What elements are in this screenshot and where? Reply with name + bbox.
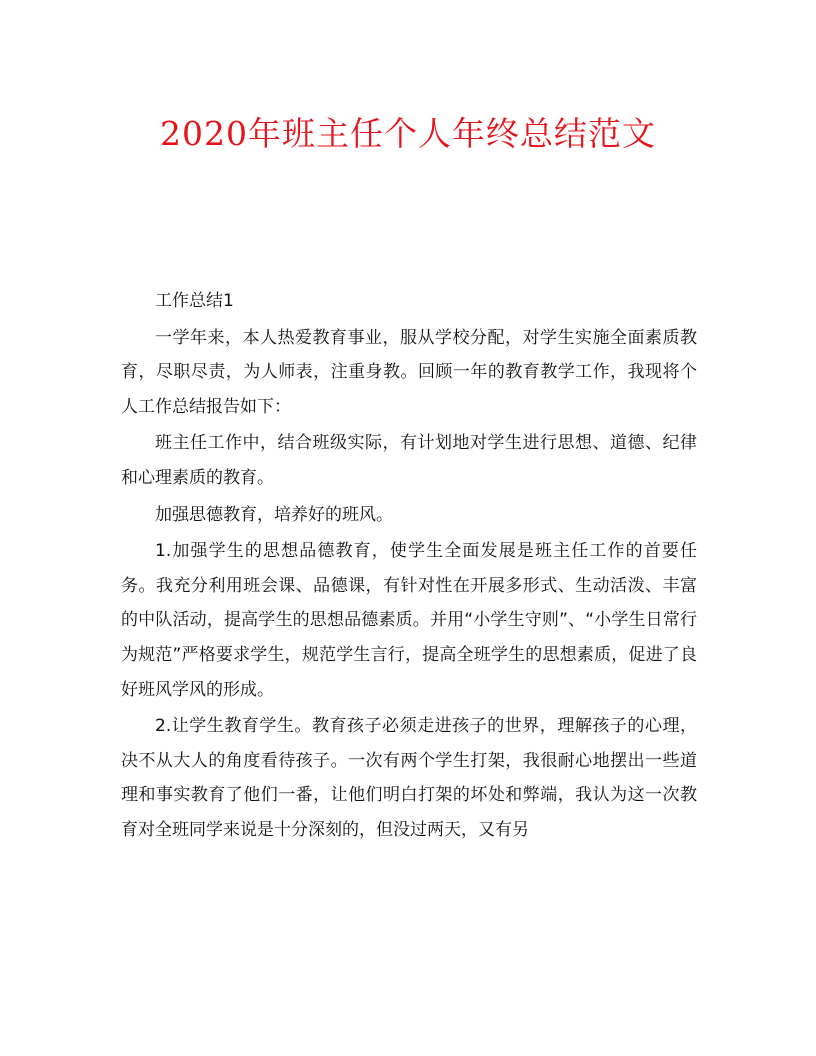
paragraph-point-2: 2.让学生教育学生。教育孩子必须走进孩子的世界，理解孩子的心理，决不从大人的角度看待孩子。一次有两个学生打架，我很耐心地摆出一些道理和事实教育了他们一番，让他们明白打架的坏处和弊端，我认为这一次教育对全班同学来说是十分深刻的，但没过两天，又有另: [121, 716, 697, 840]
paragraph-subheading: 加强思德教育，培养好的班风。: [155, 504, 393, 525]
document-body: [121, 284, 697, 850]
paragraph-intro: 一学年来，本人热爱教育事业，服从学校分配，对学生实施全面素质教育，尽职尽责，为人师表，注重身教。回顾一年的教育教学工作，我现将个人工作总结报告如下：: [121, 327, 697, 417]
section-heading: 工作总结1: [155, 291, 234, 311]
paragraph-point-1: 1.加强学生的思想品德教育，使学生全面发展是班主任工作的首要任务。我充分利用班会课、品德课，有针对性在开展多形式、生动活泼、丰富的中队活动，提高学生的思想品德素质。并用“小学生守则”、“小学生日常行为规范”严格要求学生，规范学生言行，提高全班学生的思想素质，促进了良好班风学风的形成。: [121, 541, 697, 700]
document-title: 2020年班主任个人年终总结范文: [160, 114, 656, 153]
paragraph-class-work: 班主任工作中，结合班级实际，有计划地对学生进行思想、道德、纪律和心理素质的教育。: [121, 433, 697, 488]
